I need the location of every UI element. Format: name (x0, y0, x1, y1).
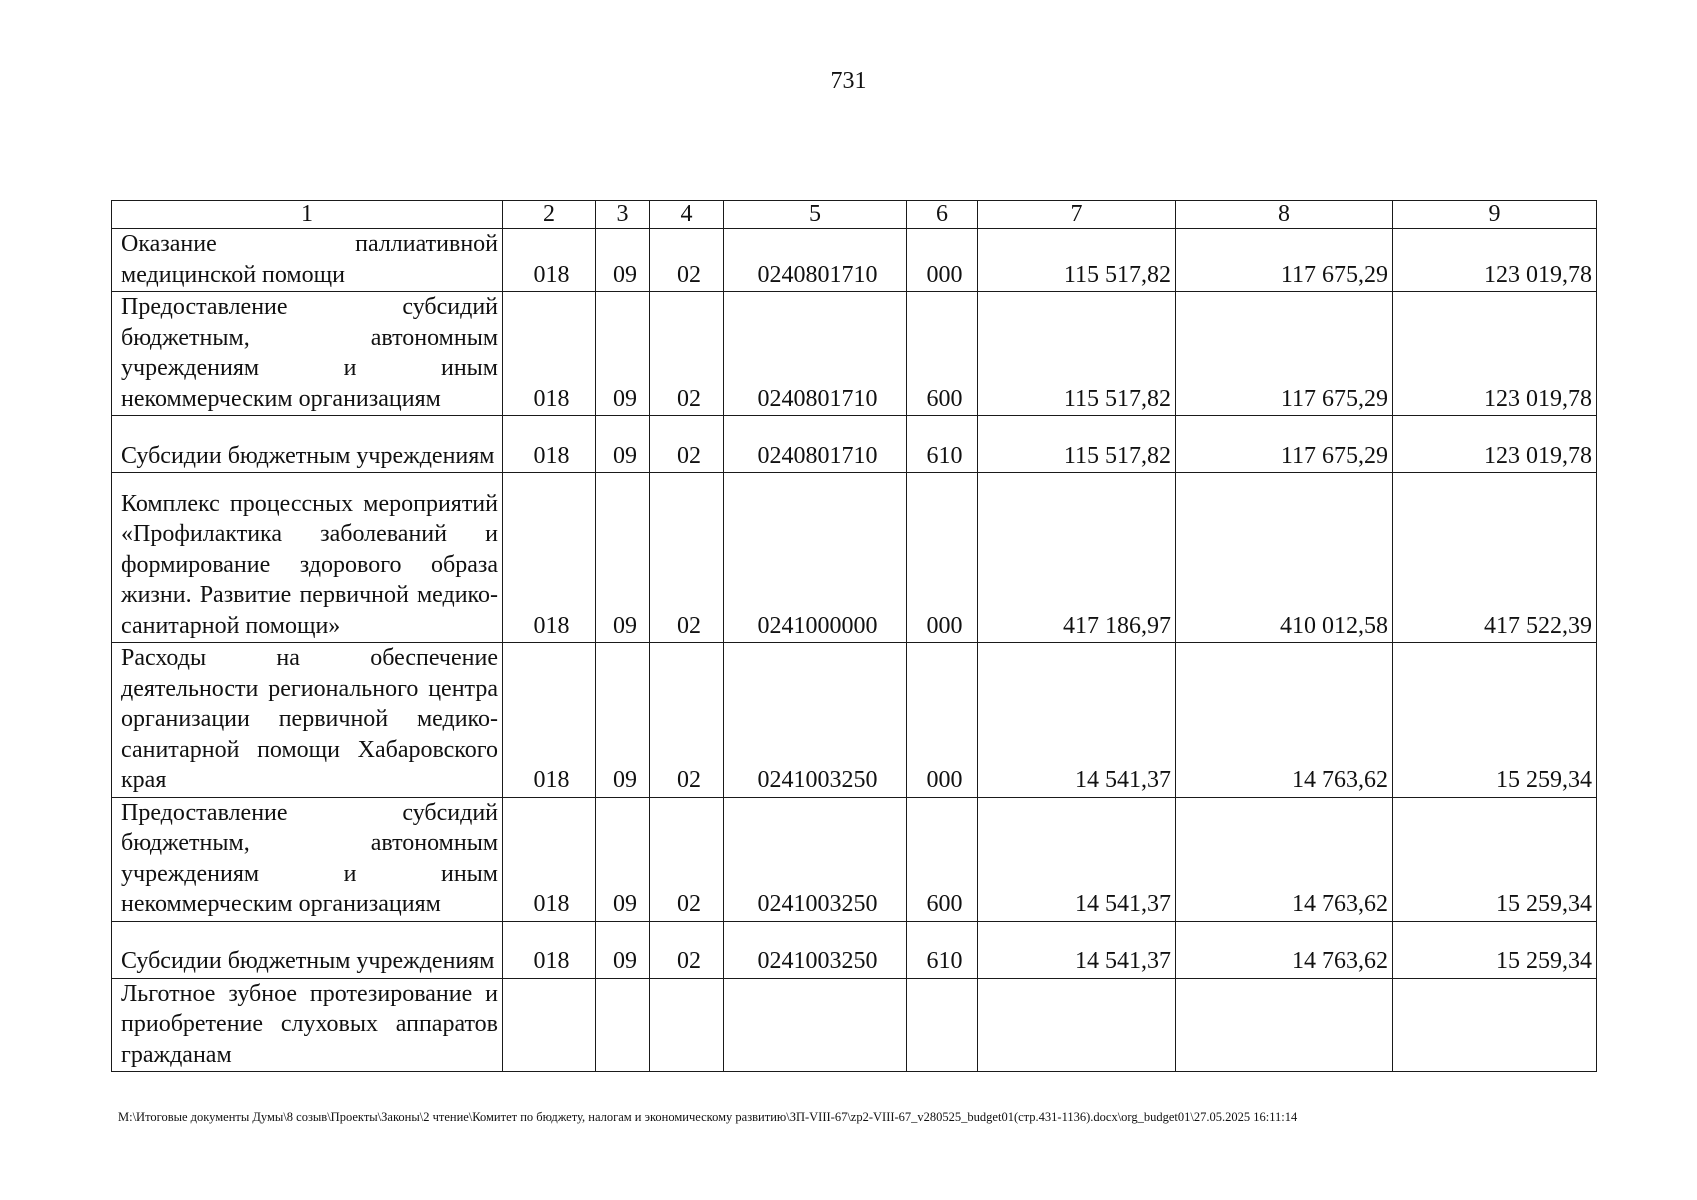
header-cell-5: 5 (724, 201, 907, 229)
cell-col-3-text: 09 (613, 612, 637, 639)
cell-col-9-text: 15 259,34 (1496, 767, 1592, 793)
cell-col-4 (650, 416, 724, 473)
cell-col-5-text (733, 1070, 902, 1071)
cell-col-4 (650, 643, 724, 798)
header-cell-1: 1 (112, 201, 503, 229)
cell-col-9-text: 15 259,34 (1496, 948, 1592, 974)
cell-col-8 (1176, 229, 1393, 292)
footer-file-path: M:\Итоговые документы Думы\8 созыв\Проекты\Законы\2 чтение\Комитет по бюджету, налогам и экономическому развитию\ЗП-VIII-67\zp2-VIII-67_v280525_budget01(стр.431-1136).docx\org_budget01\27.05.2025 16:11:14 (118, 1110, 1298, 1124)
cell-col-3 (596, 921, 650, 978)
cell-col-8-text: 117 675,29 (1280, 385, 1388, 412)
cell-name (112, 643, 503, 798)
cell-col-5-text: 0240801710 (757, 385, 878, 412)
cell-col-3-text: 09 (613, 891, 637, 917)
cell-col-3-text: 09 (613, 385, 637, 412)
cell-col-2-text: 018 (533, 261, 570, 288)
cell-col-5 (724, 921, 907, 978)
cell-name (112, 921, 503, 978)
cell-col-7 (978, 978, 1176, 1072)
cell-col-9-text: 123 019,78 (1484, 385, 1592, 412)
cell-col-8 (1176, 416, 1393, 473)
cell-name-text: Предоставление субсидий бюджетным, автономным учреждениям и иным некоммерческим организациям (121, 799, 498, 917)
cell-col-6-text (916, 1070, 973, 1071)
cell-col-6 (907, 797, 978, 921)
cell-col-4-text: 02 (677, 612, 701, 639)
cell-col-2 (503, 229, 596, 292)
cell-col-9 (1393, 797, 1597, 921)
cell-col-6-text: 600 (926, 385, 963, 412)
cell-name (112, 416, 503, 473)
cell-name-text: Оказание паллиативной медицинской помощи (121, 231, 498, 288)
table-row (112, 416, 1597, 473)
cell-col-9-text: 123 019,78 (1484, 442, 1592, 469)
cell-name (112, 229, 503, 292)
cell-col-7-text: 115 517,82 (1063, 442, 1171, 469)
cell-col-6 (907, 416, 978, 473)
cell-col-8 (1176, 978, 1393, 1072)
cell-col-6-text: 610 (926, 948, 963, 974)
cell-name-text: Льготное зубное протезирование и приобретение слуховых аппаратов гражданам (121, 980, 498, 1068)
cell-col-7-text: 115 517,82 (1063, 385, 1171, 412)
cell-col-5-text: 0241003250 (757, 948, 878, 974)
cell-col-3-text: 09 (613, 442, 637, 469)
cell-col-2 (503, 797, 596, 921)
cell-col-3 (596, 643, 650, 798)
cell-col-3-text: 09 (613, 948, 637, 974)
cell-col-6 (907, 643, 978, 798)
cell-col-7 (978, 797, 1176, 921)
cell-col-5 (724, 292, 907, 416)
cell-col-5-text: 0241000000 (757, 612, 878, 639)
cell-col-2-text: 018 (533, 612, 570, 639)
cell-col-3 (596, 473, 650, 643)
header-cell-2: 2 (503, 201, 596, 229)
cell-col-2-text: 018 (533, 891, 570, 917)
cell-col-7 (978, 229, 1176, 292)
cell-col-7-text: 14 541,37 (1075, 891, 1171, 917)
cell-col-9 (1393, 643, 1597, 798)
header-cell-7: 7 (978, 201, 1176, 229)
cell-col-8 (1176, 921, 1393, 978)
cell-col-8 (1176, 797, 1393, 921)
cell-col-2-text: 018 (533, 442, 570, 469)
cell-col-7-text: 14 541,37 (1075, 767, 1171, 793)
header-cell-3: 3 (596, 201, 650, 229)
table-row (112, 978, 1597, 1072)
cell-col-4 (650, 229, 724, 292)
cell-col-8-text: 117 675,29 (1280, 261, 1388, 288)
cell-col-4-text: 02 (677, 948, 701, 974)
cell-col-6 (907, 978, 978, 1072)
cell-col-4-text: 02 (677, 767, 701, 793)
header-cell-4: 4 (650, 201, 724, 229)
cell-col-3-text: 09 (613, 261, 637, 288)
cell-col-7 (978, 643, 1176, 798)
cell-col-3 (596, 416, 650, 473)
cell-col-7-text (987, 1070, 1171, 1071)
table-row (112, 292, 1597, 416)
cell-col-2 (503, 978, 596, 1072)
cell-col-8-text (1185, 1070, 1388, 1071)
cell-col-9 (1393, 229, 1597, 292)
cell-col-6 (907, 921, 978, 978)
cell-col-4 (650, 921, 724, 978)
cell-col-5-text: 0241003250 (757, 767, 878, 793)
cell-col-6-text: 000 (926, 612, 963, 639)
cell-col-8-text: 14 763,62 (1292, 767, 1388, 793)
cell-col-2-text: 018 (533, 948, 570, 974)
cell-col-4 (650, 978, 724, 1072)
cell-col-9 (1393, 292, 1597, 416)
cell-col-6-text: 000 (926, 261, 963, 288)
cell-col-3 (596, 978, 650, 1072)
cell-col-4-text: 02 (677, 442, 701, 469)
cell-col-5-text: 0241003250 (757, 891, 878, 917)
cell-col-7 (978, 473, 1176, 643)
cell-col-9-text: 417 522,39 (1484, 612, 1592, 639)
budget-table (111, 200, 1597, 1072)
cell-col-4 (650, 473, 724, 643)
cell-col-8 (1176, 643, 1393, 798)
cell-col-5 (724, 473, 907, 643)
cell-col-9-text: 15 259,34 (1496, 891, 1592, 917)
cell-col-8 (1176, 473, 1393, 643)
cell-col-3 (596, 292, 650, 416)
cell-col-5 (724, 229, 907, 292)
cell-col-9 (1393, 921, 1597, 978)
cell-col-5 (724, 797, 907, 921)
header-cell-9: 9 (1393, 201, 1597, 229)
cell-col-8-text: 14 763,62 (1292, 948, 1388, 974)
cell-col-3-text: 09 (613, 767, 637, 793)
cell-col-4-text: 02 (677, 385, 701, 412)
cell-col-6 (907, 473, 978, 643)
cell-col-6-text: 610 (926, 442, 963, 469)
cell-col-2-text (512, 1070, 591, 1071)
page-number: 731 (830, 68, 867, 94)
cell-col-5 (724, 978, 907, 1072)
cell-col-4-text (659, 1070, 719, 1071)
cell-col-7 (978, 292, 1176, 416)
table-row (112, 473, 1597, 643)
cell-col-9 (1393, 473, 1597, 643)
cell-col-5 (724, 643, 907, 798)
cell-col-7 (978, 416, 1176, 473)
cell-col-4-text: 02 (677, 261, 701, 288)
cell-col-2 (503, 473, 596, 643)
cell-name-text: Комплекс процессных мероприятий «Профилактика заболеваний и формирование здорового образа жизни. Развитие первичной медико-санитарной помощи» (121, 490, 498, 639)
cell-col-8-text: 14 763,62 (1292, 891, 1388, 917)
cell-col-2-text: 018 (533, 385, 570, 412)
table-row (112, 797, 1597, 921)
cell-name (112, 978, 503, 1072)
cell-col-8 (1176, 292, 1393, 416)
cell-col-6 (907, 229, 978, 292)
cell-col-2 (503, 292, 596, 416)
cell-col-2-text: 018 (533, 767, 570, 793)
cell-col-8-text: 117 675,29 (1280, 442, 1388, 469)
cell-col-4 (650, 292, 724, 416)
cell-col-7-text: 417 186,97 (1063, 612, 1171, 639)
cell-col-6 (907, 292, 978, 416)
cell-col-7-text: 14 541,37 (1075, 948, 1171, 974)
cell-col-6-text: 000 (926, 767, 963, 793)
cell-col-4-text: 02 (677, 891, 701, 917)
cell-col-3 (596, 229, 650, 292)
cell-col-9-text: 123 019,78 (1484, 261, 1592, 288)
cell-col-6-text: 600 (926, 891, 963, 917)
cell-col-7 (978, 921, 1176, 978)
cell-col-5 (724, 416, 907, 473)
cell-col-8-text: 410 012,58 (1280, 612, 1388, 639)
cell-col-2 (503, 416, 596, 473)
cell-col-3-text (605, 1070, 645, 1071)
cell-col-9 (1393, 416, 1597, 473)
header-cell-6: 6 (907, 201, 978, 229)
cell-col-4 (650, 797, 724, 921)
cell-col-2 (503, 921, 596, 978)
cell-col-2 (503, 643, 596, 798)
table-row (112, 921, 1597, 978)
cell-name (112, 292, 503, 416)
cell-name-text: Субсидии бюджетным учреждениям (121, 948, 495, 974)
cell-name-text: Субсидии бюджетным учреждениям (121, 442, 495, 469)
cell-name (112, 473, 503, 643)
cell-col-9-text (1402, 1070, 1592, 1071)
cell-name-text: Предоставление субсидий бюджетным, автономным учреждениям и иным некоммерческим организациям (121, 294, 498, 412)
table-header-row (112, 201, 1597, 229)
table-row (112, 643, 1597, 798)
cell-col-5-text: 0240801710 (757, 442, 878, 469)
cell-col-3 (596, 797, 650, 921)
cell-name-text: Расходы на обеспечение деятельности регионального центра организации первичной медико-санитарной помощи Хабаровского края (121, 645, 498, 793)
cell-name (112, 797, 503, 921)
cell-col-7-text: 115 517,82 (1063, 261, 1171, 288)
cell-col-9 (1393, 978, 1597, 1072)
table-row (112, 229, 1597, 292)
header-cell-8: 8 (1176, 201, 1393, 229)
cell-col-5-text: 0240801710 (757, 261, 878, 288)
